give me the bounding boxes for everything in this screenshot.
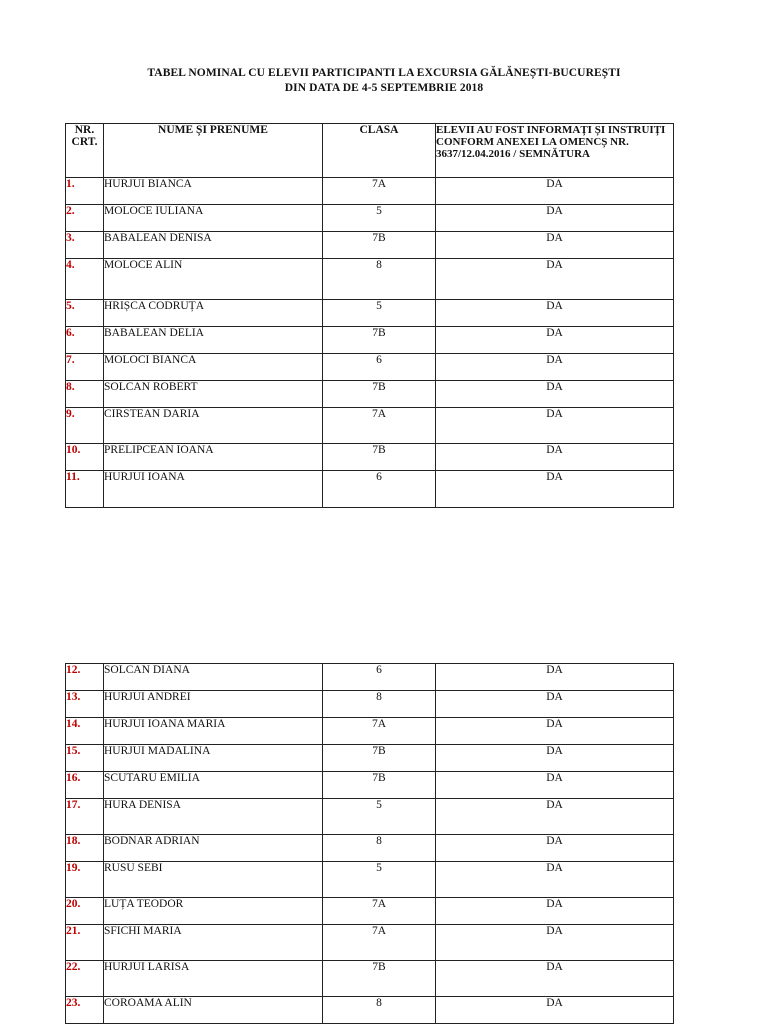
row-number: 15. — [66, 745, 104, 772]
student-class: 8 — [323, 691, 436, 718]
student-name: PRELIPCEAN IOANA — [104, 444, 323, 471]
table-row — [66, 745, 674, 772]
student-class: 7B — [323, 772, 436, 799]
student-class: 7B — [323, 232, 436, 259]
signature-cell: DA — [436, 471, 674, 508]
student-name: RUSU SEBI — [104, 862, 323, 898]
student-name: MOLOCE ALIN — [104, 259, 323, 300]
row-number: 8. — [66, 381, 104, 408]
table-row — [66, 471, 674, 508]
table-row — [66, 898, 674, 925]
student-name: COROAMA ALIN — [104, 997, 323, 1024]
table-row — [66, 327, 674, 354]
student-name: LUȚA TEODOR — [104, 898, 323, 925]
signature-cell: DA — [436, 178, 674, 205]
table-row — [66, 862, 674, 898]
row-number: 10. — [66, 444, 104, 471]
signature-cell: DA — [436, 408, 674, 444]
student-class: 6 — [323, 664, 436, 691]
table-row — [66, 961, 674, 997]
signature-cell: DA — [436, 772, 674, 799]
row-number: 18. — [66, 835, 104, 862]
student-name: HRIȘCA CODRUȚA — [104, 300, 323, 327]
table-row — [66, 408, 674, 444]
student-class: 7A — [323, 718, 436, 745]
student-name: BABALEAN DELIA — [104, 327, 323, 354]
student-class: 5 — [323, 862, 436, 898]
table-row — [66, 997, 674, 1024]
student-class: 7B — [323, 745, 436, 772]
table-row — [66, 772, 674, 799]
student-class: 7B — [323, 444, 436, 471]
student-class: 7A — [323, 178, 436, 205]
row-number: 14. — [66, 718, 104, 745]
student-name: HURJUI IOANA MARIA — [104, 718, 323, 745]
row-number: 1. — [66, 178, 104, 205]
student-class: 7B — [323, 381, 436, 408]
student-name: SOLCAN ROBERT — [104, 381, 323, 408]
table-row — [66, 799, 674, 835]
student-class: 7A — [323, 898, 436, 925]
row-number: 4. — [66, 259, 104, 300]
row-number: 12. — [66, 664, 104, 691]
row-number: 16. — [66, 772, 104, 799]
student-name: HURJUI MADALINA — [104, 745, 323, 772]
student-class: 6 — [323, 354, 436, 381]
roster-table-page-part-1 — [65, 123, 674, 508]
student-name: MOLOCE IULIANA — [104, 205, 323, 232]
roster-body-part-1 — [66, 178, 674, 508]
student-name: CIRSTEAN DARIA — [104, 408, 323, 444]
header-nr-crt — [66, 124, 104, 178]
table-row — [66, 691, 674, 718]
student-class: 8 — [323, 835, 436, 862]
row-number: 6. — [66, 327, 104, 354]
student-name: HURJUI BIANCA — [104, 178, 323, 205]
student-class: 7A — [323, 408, 436, 444]
student-name: BODNAR ADRIAN — [104, 835, 323, 862]
student-class: 8 — [323, 259, 436, 300]
roster-body-part-2 — [66, 664, 674, 1024]
student-class: 8 — [323, 997, 436, 1024]
signature-cell: DA — [436, 835, 674, 862]
student-class: 6 — [323, 471, 436, 508]
row-number: 20. — [66, 898, 104, 925]
signature-cell: DA — [436, 997, 674, 1024]
row-number: 21. — [66, 925, 104, 961]
row-number: 9. — [66, 408, 104, 444]
row-number: 17. — [66, 799, 104, 835]
row-number: 13. — [66, 691, 104, 718]
student-class: 7B — [323, 327, 436, 354]
table-row — [66, 718, 674, 745]
table-row — [66, 232, 674, 259]
signature-cell: DA — [436, 259, 674, 300]
table-row — [66, 444, 674, 471]
student-name: HURJUI IOANA — [104, 471, 323, 508]
table-row — [66, 178, 674, 205]
student-name: SCUTARU EMILIA — [104, 772, 323, 799]
header-class: CLASA — [323, 124, 436, 178]
header-nr-line2: CRT. — [71, 136, 98, 148]
student-class: 5 — [323, 300, 436, 327]
row-number: 22. — [66, 961, 104, 997]
signature-cell: DA — [436, 664, 674, 691]
header-nr-line1: NR. — [74, 124, 95, 136]
table-row — [66, 259, 674, 300]
table-row — [66, 835, 674, 862]
student-name: SFICHI MARIA — [104, 925, 323, 961]
row-number: 19. — [66, 862, 104, 898]
signature-cell: DA — [436, 300, 674, 327]
student-class: 7A — [323, 925, 436, 961]
student-name: HURJUI LARISA — [104, 961, 323, 997]
signature-cell: DA — [436, 232, 674, 259]
signature-cell: DA — [436, 925, 674, 961]
student-class: 5 — [323, 799, 436, 835]
student-name: SOLCAN DIANA — [104, 664, 323, 691]
document-title-line2: DIN DATA DE 4-5 SEPTEMBRIE 2018 — [284, 82, 484, 94]
student-class: 7B — [323, 961, 436, 997]
table-row — [66, 205, 674, 232]
header-name: NUME ȘI PRENUME — [104, 124, 323, 178]
table-row — [66, 354, 674, 381]
signature-cell: DA — [436, 718, 674, 745]
document-title-line1: TABEL NOMINAL CU ELEVII PARTICIPANTI LA EXCURSIA GĂLĂNEȘTI-BUCUREȘTI — [147, 67, 621, 79]
header-signature: ELEVII AU FOST INFORMAȚI ȘI INSTRUIȚI CONFORM ANEXEI LA OMENCȘ NR. 3637/12.04.2016 / SEMNĂTURA — [436, 124, 674, 178]
row-number: 3. — [66, 232, 104, 259]
row-number: 5. — [66, 300, 104, 327]
student-name: BABALEAN DENISA — [104, 232, 323, 259]
student-class: 5 — [323, 205, 436, 232]
row-number: 23. — [66, 997, 104, 1024]
table-row — [66, 664, 674, 691]
student-name: HURA DENISA — [104, 799, 323, 835]
signature-cell: DA — [436, 205, 674, 232]
signature-cell: DA — [436, 327, 674, 354]
table-row — [66, 925, 674, 961]
table-row — [66, 300, 674, 327]
signature-cell: DA — [436, 444, 674, 471]
signature-cell: DA — [436, 691, 674, 718]
signature-cell: DA — [436, 354, 674, 381]
signature-cell: DA — [436, 961, 674, 997]
table-row — [66, 381, 674, 408]
row-number: 11. — [66, 471, 104, 508]
row-number: 7. — [66, 354, 104, 381]
header-row — [66, 124, 674, 178]
signature-cell: DA — [436, 381, 674, 408]
signature-cell: DA — [436, 745, 674, 772]
row-number: 2. — [66, 205, 104, 232]
signature-cell: DA — [436, 862, 674, 898]
signature-cell: DA — [436, 799, 674, 835]
student-name: HURJUI ANDREI — [104, 691, 323, 718]
signature-cell: DA — [436, 898, 674, 925]
student-name: MOLOCI BIANCA — [104, 354, 323, 381]
roster-table-page-part-2 — [65, 663, 674, 1024]
